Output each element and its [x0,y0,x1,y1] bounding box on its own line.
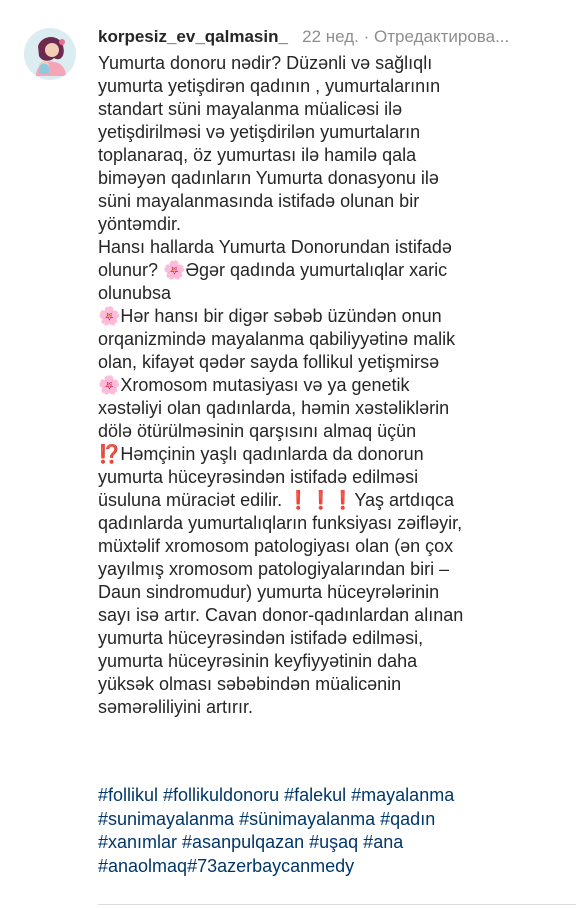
caption-line: Hansı hallarda Yumurta Donorundan istifadə [98,237,452,257]
caption-line: 🌸Xromosom mutasiyası və ya genetik [98,375,410,395]
hashtag-line[interactable]: #anaolmaq#73azerbaycanmedy [98,855,355,876]
caption-line: dölə ötürülməsinin qarşısını almaq üçün [98,421,417,441]
caption-line: yüksək olması səbəbindən müalicənin [98,674,402,694]
caption-line: olunubsa [98,283,172,303]
post-timestamp: 22 нед. [302,27,359,46]
meta-separator: · [363,27,370,46]
caption-line: yumurta hüceyrəsindən istifadə edilməsi [98,467,419,487]
post-header [98,26,568,48]
hashtag-line[interactable]: #sunimayalanma #sünimayalanma #qadın [98,808,436,829]
caption-line: yayılmış xromosom patologiyalarından biri – [98,559,450,579]
caption-line: süni mayalanmasında istifadə olunan bir [98,191,420,211]
caption-line: biməyən qadınların Yumurta donasyonu ilə [98,168,439,188]
caption-line: qadınlarda yumurtalıqların funksiyası zəifləyir, [98,513,463,533]
caption-line: orqanizmində mayalanma qabiliyyətinə malik [98,329,456,349]
edited-label: Отредактирова... [374,27,510,46]
hashtag-line[interactable]: #follikul #follikuldonoru #falekul #mayalanma [98,785,455,805]
caption-line: 🌸Hər hansı bir digər səbəb üzündən onun [98,306,442,326]
post-caption [98,52,538,719]
caption-line: yumurta hüceyrəsinin keyfiyyətinin daha [98,651,418,671]
caption-line: yetişdirilməsi və yetişdirilən yumurtaların [98,122,421,142]
hashtag-line[interactable]: #xanımlar #asanpulqazan #uşaq #ana [98,832,404,852]
divider [98,904,576,905]
caption-line: olan, kifayət qədər sayda follikul yetişmirsə [98,352,440,372]
caption-line: standart süni mayalanma müalicəsi ilə [98,99,403,119]
avatar-illustration-icon [24,28,76,80]
caption-line: ⁉️Həmçinin yaşlı qadınlarda da donorun [98,444,424,464]
caption-line: üsuluna müraciət edilir. ❗❗❗Yaş artdıqca [98,490,455,510]
caption-line: sayı isə artır. Cavan donor-qadınlardan alınan [98,605,464,625]
caption-line: xəstəliyi olan qadınlarda, həmin xəstəliklərin [98,398,450,418]
caption-line: yumurta yetişdirən qadının , yumurtalarının [98,76,441,96]
caption-line: Daun sindromudur) yumurta hüceyrələrinin [98,582,440,602]
caption-line: toplanaraq, öz yumurtası ilə hamilə qala [98,145,417,165]
caption-line: yumurta hüceyrəsindən istifadə edilməsi, [98,628,424,648]
caption-line: olunur? 🌸Əgər qadında yumurtalıqlar xaric [98,260,448,280]
caption-line: səmərəliliyini artırır. [98,697,254,717]
caption-line: müxtəlif xromosom patologiyası olan (ən çox [98,536,454,556]
avatar[interactable] [24,28,76,80]
caption-line: yöntəmdir. [98,214,182,234]
caption-line: Yumurta donoru nədir? Düzənli və sağlıqlı [98,53,433,73]
hashtag-block [98,784,538,878]
username-link[interactable]: korpesiz_ev_qalmasin_ [98,27,288,46]
